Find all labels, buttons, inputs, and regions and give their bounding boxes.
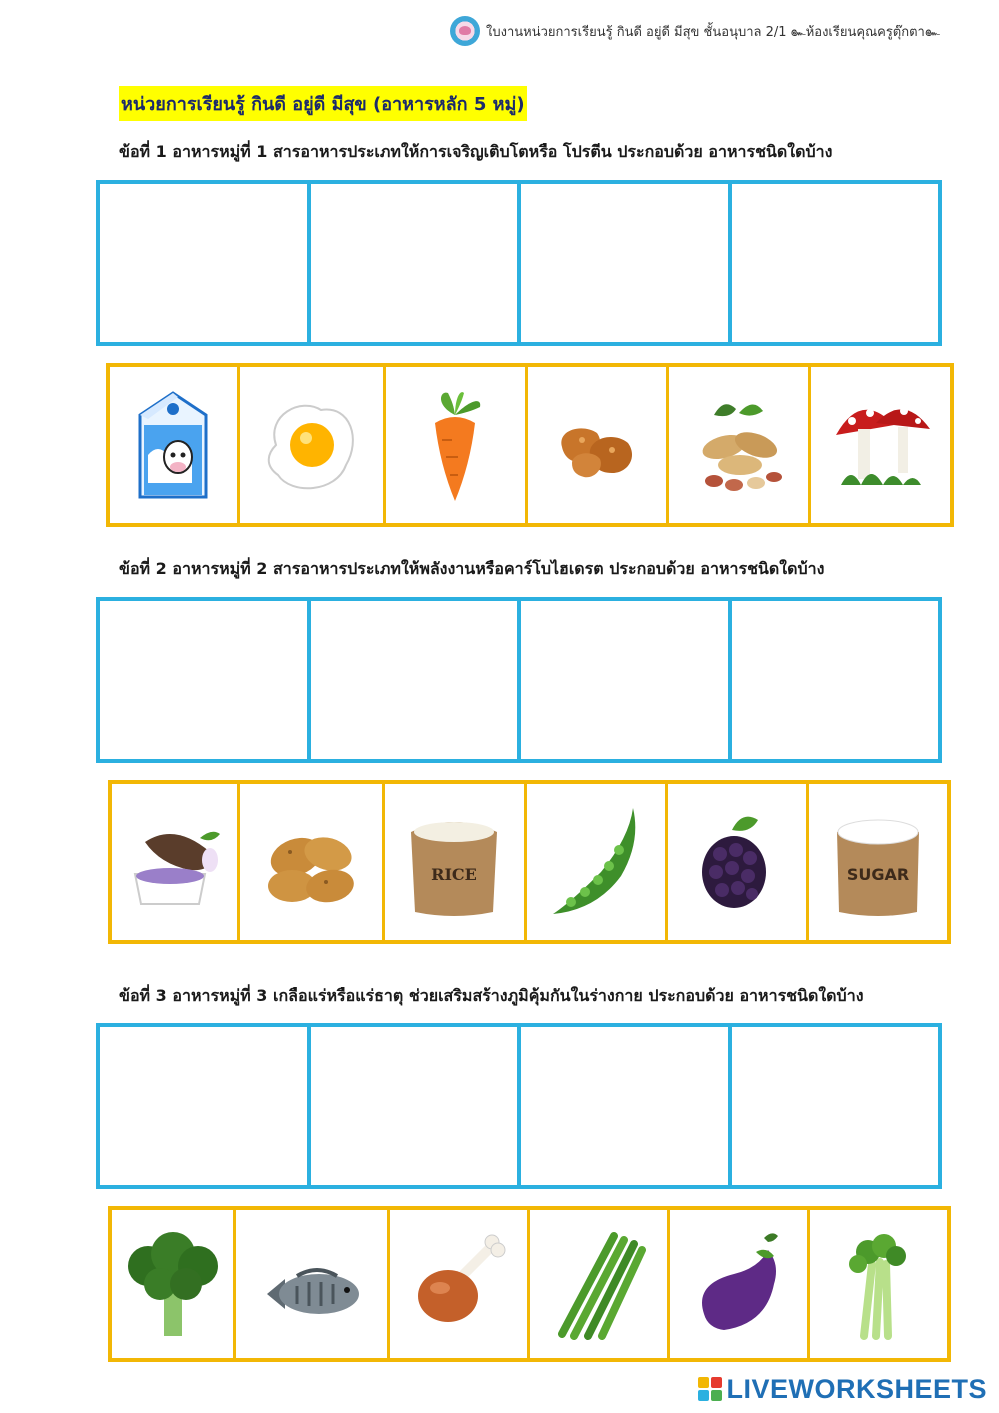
choice-row-3: [108, 1206, 951, 1362]
rice-sack-icon: [399, 802, 509, 922]
fried-chicken-icon: [542, 385, 652, 505]
choice-row-2: [108, 780, 951, 944]
choice-row-1: [106, 363, 954, 527]
choice-pea[interactable]: [527, 784, 668, 940]
answer-row-1: [96, 180, 942, 346]
choice-drumstick[interactable]: [390, 1210, 530, 1358]
choice-potatoes[interactable]: [240, 784, 385, 940]
choice-asparagus[interactable]: [530, 1210, 670, 1358]
liveworksheets-footer: [698, 1375, 987, 1403]
answer-slot[interactable]: [311, 601, 522, 759]
carrot-icon: [400, 385, 510, 505]
title-wrap: [119, 86, 527, 121]
answer-slot[interactable]: [100, 1027, 311, 1185]
choice-egg[interactable]: [240, 367, 386, 523]
answer-slot[interactable]: [311, 1027, 522, 1185]
question-1-text: ข้อที่ 1 อาหารหมู่ที่ 1 สารอาหารประเภทให้การเจริญเติบโตหรือ โปรตีน ประกอบด้วย อาหารชนิดใดบ้าง: [119, 142, 833, 161]
choice-rice[interactable]: [385, 784, 526, 940]
answer-row-2: [96, 597, 942, 763]
brand-text: LIVEWORKSHEETS: [726, 1373, 987, 1404]
rice-sack-label: RICE: [431, 865, 478, 884]
answer-slot[interactable]: [521, 1027, 732, 1185]
celery-icon: [824, 1224, 934, 1344]
fried-egg-icon: [256, 385, 366, 505]
asparagus-icon: [544, 1224, 654, 1344]
chicken-drumstick-icon: [404, 1224, 514, 1344]
page-title: หน่วยการเรียนรู้ กินดี อยู่ดี มีสุข (อาหารหลัก 5 หมู่): [119, 86, 527, 121]
school-logo-icon: [450, 16, 480, 46]
answer-slot[interactable]: [732, 184, 939, 342]
broccoli-icon: [118, 1224, 228, 1344]
choice-fish[interactable]: [236, 1210, 390, 1358]
choice-blackberry[interactable]: [668, 784, 809, 940]
answer-slot[interactable]: [732, 1027, 939, 1185]
pea-pod-icon: [541, 802, 651, 922]
choice-chicken[interactable]: [528, 367, 670, 523]
choice-peanuts[interactable]: [669, 367, 811, 523]
sugar-sack-icon: [823, 802, 933, 922]
answer-slot[interactable]: [100, 184, 311, 342]
taro-icon: [120, 802, 230, 922]
choice-carrot[interactable]: [386, 367, 528, 523]
choice-celery[interactable]: [810, 1210, 947, 1358]
sugar-sack-label: SUGAR: [846, 865, 910, 884]
choice-milk[interactable]: [110, 367, 240, 523]
choice-sugar[interactable]: [809, 784, 947, 940]
answer-slot[interactable]: [521, 184, 732, 342]
question-2-text: ข้อที่ 2 อาหารหมู่ที่ 2 สารอาหารประเภทให้พลังงานหรือคาร์โบไฮเดรต ประกอบด้วย อาหารชนิดใดบ้าง: [119, 559, 825, 578]
potatoes-icon: [256, 802, 366, 922]
peanuts-icon: [684, 385, 794, 505]
eggplant-icon: [684, 1224, 794, 1344]
answer-slot[interactable]: [732, 601, 939, 759]
choice-eggplant[interactable]: [670, 1210, 810, 1358]
question-3-text: ข้อที่ 3 อาหารหมู่ที่ 3 เกลือแร่หรือแร่ธาตุ ช่วยเสริมสร้างภูมิคุ้มกันในร่างกาย ประกอบด้วย อาหารชนิดใดบ้าง: [119, 986, 864, 1005]
liveworksheets-logo-icon: [698, 1377, 722, 1401]
choice-taro[interactable]: [112, 784, 240, 940]
answer-slot[interactable]: [521, 601, 732, 759]
header-text: ใบงานหน่วยการเรียนรู้ กินดี อยู่ดี มีสุข ชั้นอนุบาล 2/1 ๛ห้องเรียนคุณครูตุ๊กตา๛: [486, 24, 940, 40]
fish-icon: [257, 1224, 367, 1344]
choice-mushroom[interactable]: [811, 367, 950, 523]
mushroom-icon: [826, 385, 936, 505]
answer-slot[interactable]: [100, 601, 311, 759]
worksheet-header: [450, 14, 980, 48]
answer-slot[interactable]: [311, 184, 522, 342]
answer-row-3: [96, 1023, 942, 1189]
choice-broccoli[interactable]: [112, 1210, 236, 1358]
blackberry-icon: [682, 802, 792, 922]
milk-carton-icon: [118, 385, 228, 505]
